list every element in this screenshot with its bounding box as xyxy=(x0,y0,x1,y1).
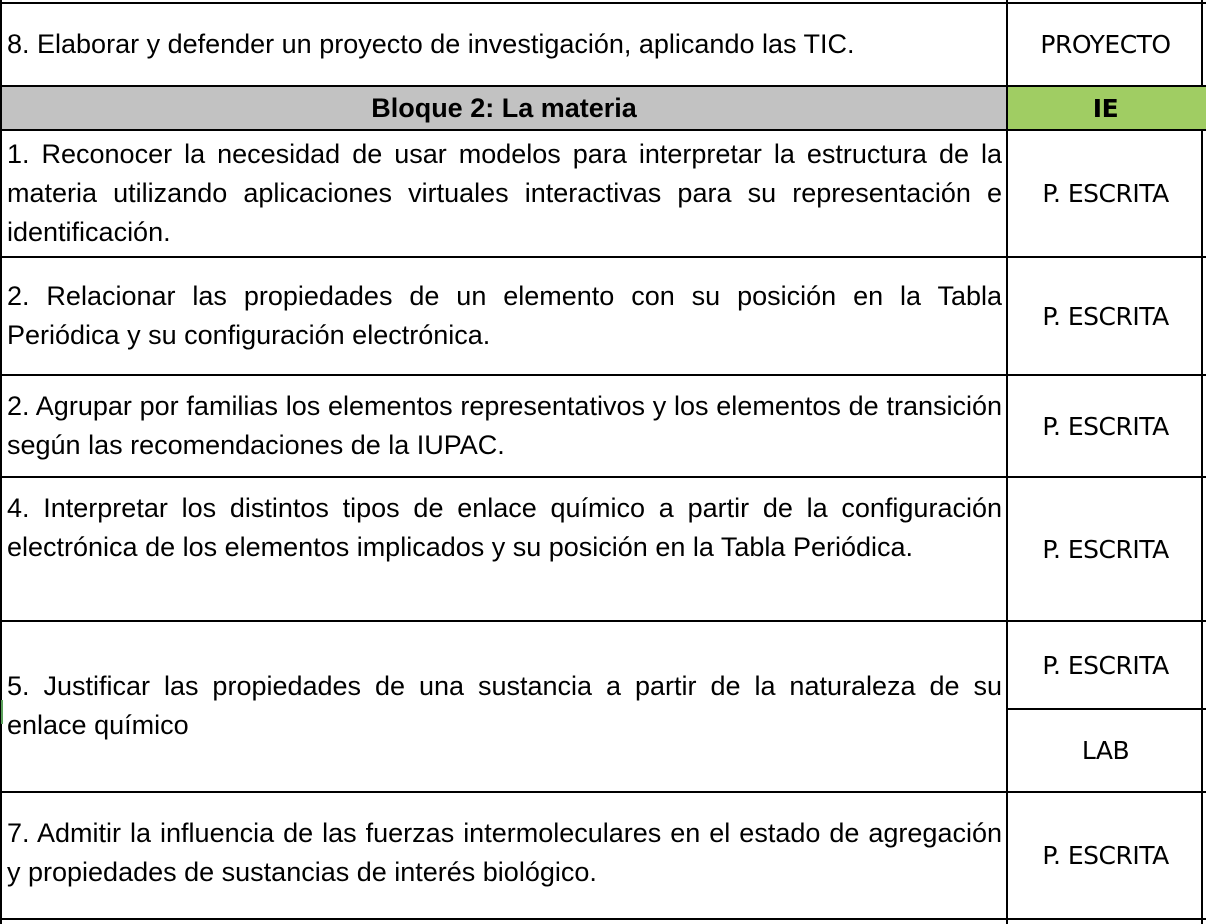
criterion-7: 7. Admitir la influencia de las fuerzas intermoleculares en el estado de agregación y propiedades de sustancias de interés biológico. xyxy=(7,818,1002,887)
instrument-row-5b: LAB xyxy=(1081,736,1130,765)
instrument-row-3: P. ESCRITA xyxy=(1042,411,1169,441)
instrument-proyecto: PROYECTO xyxy=(1040,30,1171,59)
block-title: Bloque 2: La materia xyxy=(371,93,637,123)
instrument-row-2: P. ESCRITA xyxy=(1042,301,1169,331)
criterion-8: 8. Elaborar y defender un proyecto de investigación, aplicando las TIC. xyxy=(7,29,855,59)
row-border xyxy=(0,918,1206,920)
cell-edge-marker xyxy=(1,700,3,724)
ie-column-header: IE xyxy=(1092,94,1119,123)
criterion-3: 2. Agrupar por familias los elementos representativos y los elementos de transición según las recomendaciones de la IUPAC. xyxy=(7,391,1002,460)
criterion-1: 1. Reconocer la necesidad de usar modelos para interpretar la estructura de la materia utilizando aplicaciones virtuales interactivas para su representación e identificación. xyxy=(7,139,1002,247)
instrument-row-7: P. ESCRITA xyxy=(1042,841,1169,870)
column-border xyxy=(1006,0,1008,924)
instrument-row-5a: P. ESCRITA xyxy=(1042,650,1169,680)
criterion-4: 4. Interpretar los distintos tipos de enlace químico a partir de la configuración electrónica de los elementos implicados y su posición en la Tabla Periódica. xyxy=(7,493,1002,562)
criterion-2: 2. Relacionar las propiedades de un elemento con su posición en la Tabla Periódica y su configuración electrónica. xyxy=(7,281,1002,350)
instrument-row-1: P. ESCRITA xyxy=(1042,179,1169,208)
instrument-row-4: P. ESCRITA xyxy=(1042,534,1169,564)
criterion-5: 5. Justificar las propiedades de una sustancia a partir de la naturaleza de su enlace químico xyxy=(7,671,1002,740)
column-border xyxy=(0,0,2,924)
